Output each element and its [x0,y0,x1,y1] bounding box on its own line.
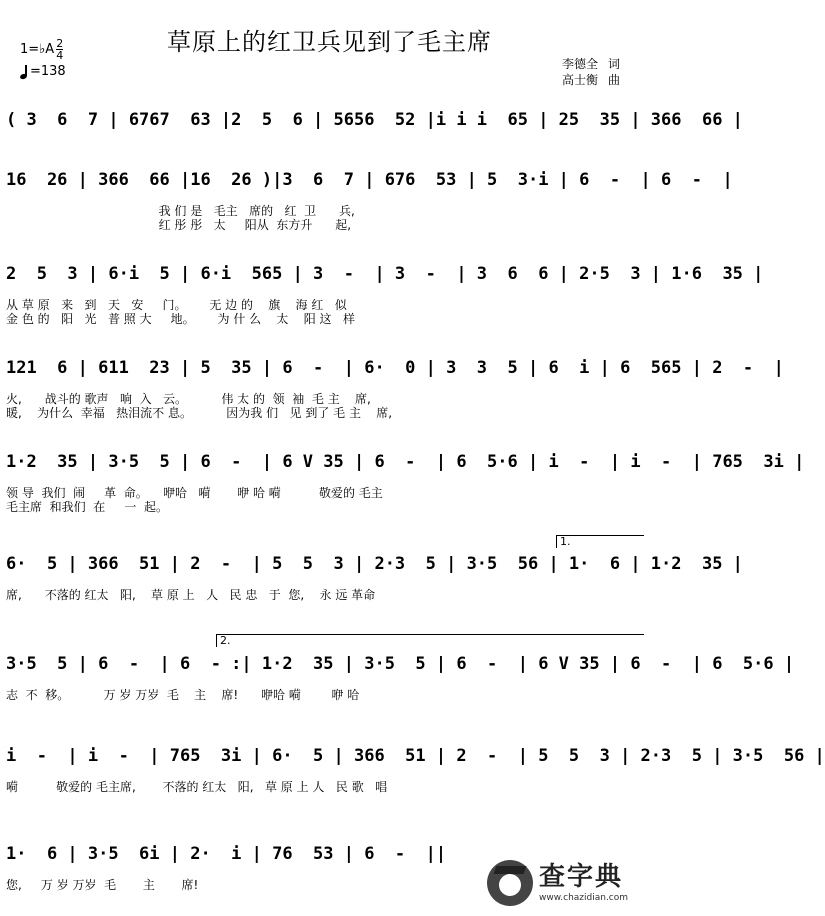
time-bottom: 4 [56,49,64,62]
lyric-line: 您, 万 岁 万岁 毛 主 席! [6,878,199,892]
second-ending-mark: 2. [216,634,644,647]
notation-line: 16 26 | 366 66 |16 26 )|3 6 7 | 676 53 | 5 3·i | 6 - | 6 - | [6,170,733,190]
time-signature [56,38,63,61]
watermark-brand: 查字典 [539,862,624,892]
score-row [6,168,733,232]
score-meta [20,38,66,81]
lyricist-line [562,56,620,72]
score-row [6,356,784,420]
watermark [487,856,647,910]
quarter-note-icon [20,65,28,79]
tempo-value: =138 [30,64,66,79]
credits [562,56,620,88]
score-row [6,652,795,702]
composer-line [562,72,620,88]
lyric-line: 火, 战斗的 歌声 响 入 云。 伟 太 的 领 袖 毛 主 席, [6,392,371,406]
lyric-line: 暖, 为什么 幸福 热泪流不 息。 因为我 们 见 到了 毛 主 席, [6,406,393,420]
notation-line: i - | i - | 765 3i | 6· 5 | 366 51 | 2 - | 5 5 3 | 2·3 5 | 3·5 56 | [6,746,825,766]
lyric-line: 嗬 敬爱的 毛主席, 不落的 红太 阳, 草 原 上 人 民 歌 唱 [6,780,388,794]
score-row [6,262,764,326]
notation-line: 121 6 | 611 23 | 5 35 | 6 - | 6· 0 | 3 3 5 | 6 i | 6 565 | 2 - | [6,358,784,378]
score-row [6,450,805,514]
composer-name: 高士衡 [562,73,599,87]
score-row [6,108,743,132]
lyricist-role: 词 [608,57,621,71]
key-signature [20,38,63,61]
lyricist-name: 李德全 [562,57,599,71]
notation-line: 1·2 35 | 3·5 5 | 6 - | 6 V 35 | 6 - | 6 5·6 | i - | i - | 765 3i | [6,452,805,472]
lyric-line: 金 色 的 阳 光 普 照 大 地。 为 什 么 太 阳 这 样 [6,312,355,326]
mascot-icon [487,860,533,906]
composer-role: 曲 [608,73,621,87]
time-top: 2 [56,37,64,50]
key-label: 1=♭A [20,41,55,57]
notation-line: 6· 5 | 366 51 | 2 - | 5 5 3 | 2·3 5 | 3·5 56 | 1· 6 | 1·2 35 | [6,554,743,574]
tempo-marking [20,63,66,81]
watermark-url: www.chazidian.com [539,893,629,903]
lyric-line: 从 草 原 来 到 天 安 门。 无 边 的 旗 海 红 似 [6,298,347,312]
song-title: 草原上的红卫兵见到了毛主席 [167,28,492,56]
lyric-line: 领 导 我们 闹 革 命。 咿哈 嗬 咿 哈 嗬 敬爱的 毛主 [6,486,383,500]
watermark-text [539,862,628,904]
notation-line: 2 5 3 | 6·i 5 | 6·i 565 | 3 - | 3 - | 3 6 6 | 2·5 3 | 1·6 35 | [6,264,764,284]
score-row [6,552,743,602]
lyric-line: 毛主席 和我们 在 一 起。 [6,500,168,514]
first-ending-mark: 1. [556,535,644,548]
lyric-line: 红 彤 彤 太 阳从 东方升 起, [6,218,352,232]
score-row [6,744,825,794]
notation-line: ( 3 6 7 | 6767 63 |2 5 6 | 5656 52 |i i i 65 | 25 35 | 366 66 | [6,110,743,130]
lyric-line: 席, 不落的 红太 阳, 草 原 上 人 民 忠 于 您, 永 远 革命 [6,588,376,602]
lyric-line: 志 不 移。 万 岁 万岁 毛 主 席! 咿哈 嗬 咿 哈 [6,688,360,702]
notation-line: 1· 6 | 3·5 6i | 2· i | 76 53 | 6 - || [6,844,447,864]
lyric-line: 我 们 是 毛主 席的 红 卫 兵, [6,204,355,218]
notation-line: 3·5 5 | 6 - | 6 - :| 1·2 35 | 3·5 5 | 6 - | 6 V 35 | 6 - | 6 5·6 | [6,654,795,674]
